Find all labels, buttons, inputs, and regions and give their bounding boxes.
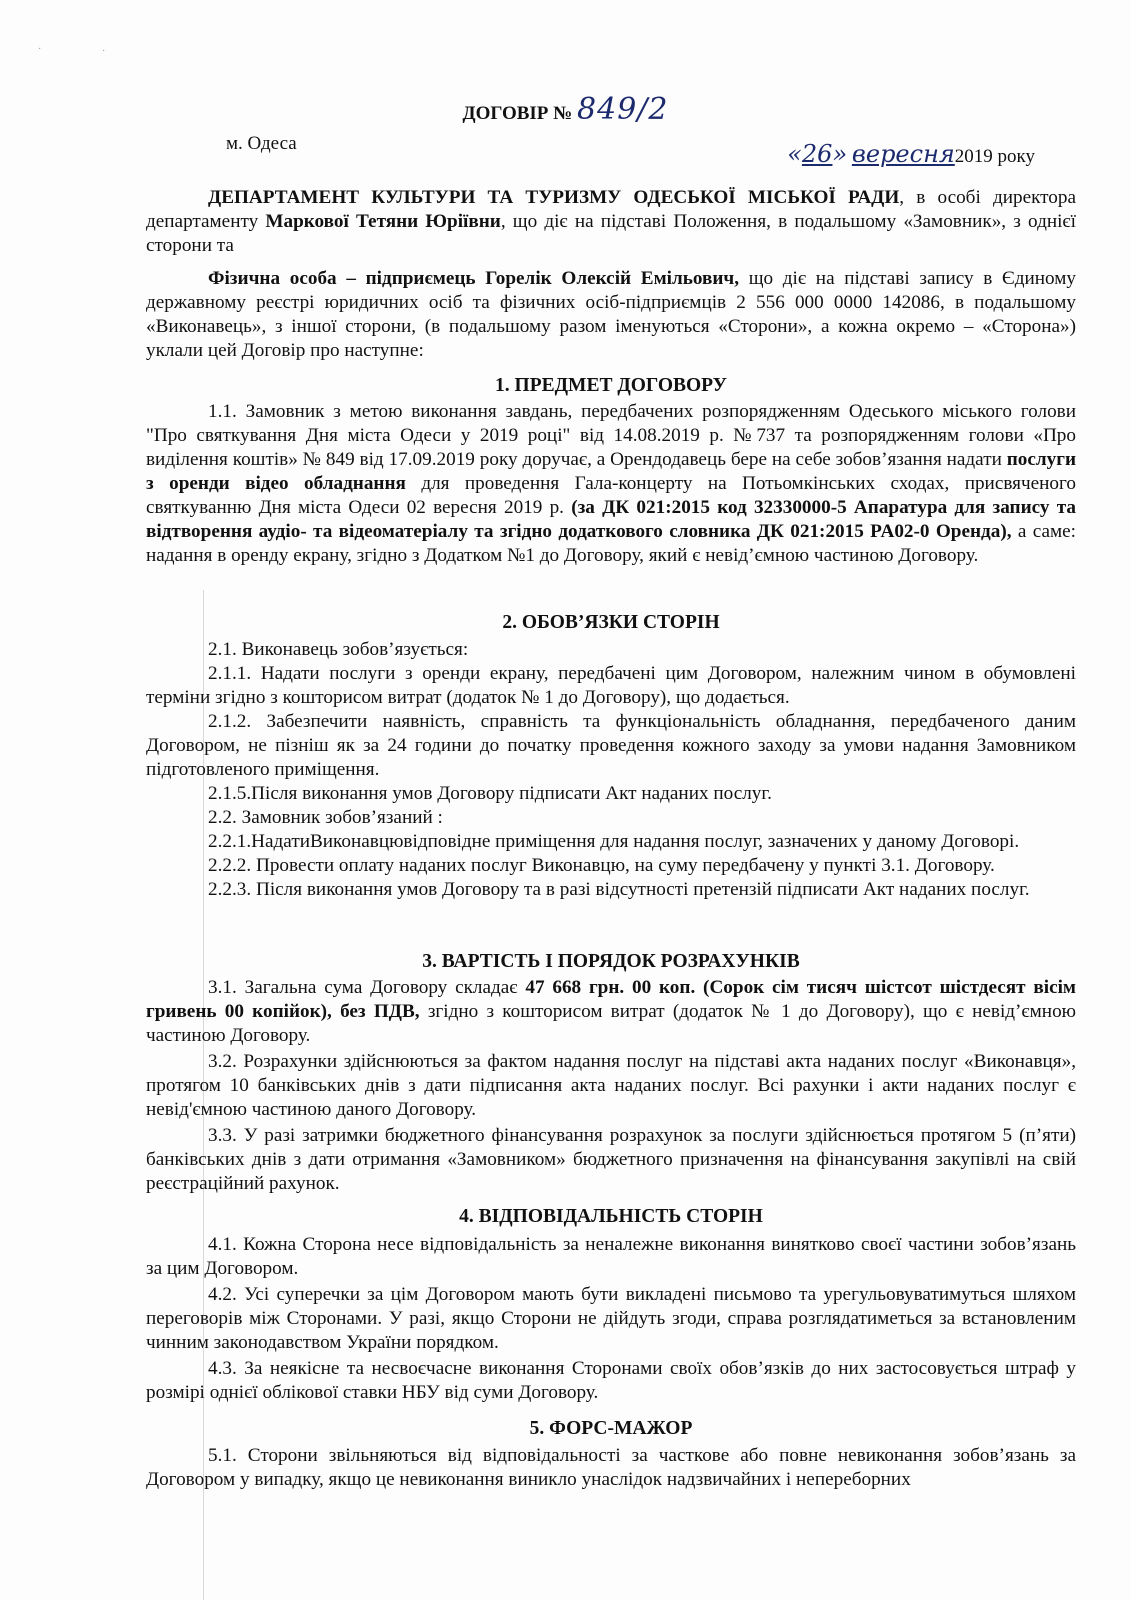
city: м. Одеса [226, 133, 297, 154]
section-4 [146, 1233, 1076, 1405]
handwritten-month: вересня [851, 140, 955, 168]
text-run: , що діє на підставі Положення, в подальшому «Замовник», з однієї сторони та [146, 211, 1076, 256]
customer-org: ДЕПАРТАМЕНТ КУЛЬТУРИ ТА ТУРИЗМУ ОДЕСЬКОЇ МІСЬКОЇ РАДИ [208, 187, 900, 208]
section-5 [146, 1444, 1076, 1492]
date-close-quote: » [832, 140, 848, 168]
clause-4-3: 4.3. За неякісне та несвоєчасне виконання Сторонами своїх обов’язків до них застосовується штраф у розмірі однієї облікової ставки НБУ від суми Договору. [146, 1358, 1076, 1403]
section-3 [146, 976, 1076, 1196]
contractor-name: Фізична особа – підприємець Горелік Олексій Емільович, [208, 268, 740, 289]
date-year: 2019 року [954, 146, 1035, 167]
section-1-heading: 1. ПРЕДМЕТ ДОГОВОРУ [495, 375, 727, 396]
contract-amount: 47 668 грн. 00 коп. (Сорок сім тисяч шістсот шістдесят вісім гривень 00 копійок), без ПДВ, [146, 977, 1076, 1022]
clause-2-2: 2.2. Замовник зобов’язаний : [208, 807, 443, 828]
clause-4-1: 4.1. Кожна Сторона несе відповідальність за неналежне виконання винятково своєї частини зобов’язань за цим Договором. [146, 1234, 1076, 1279]
scan-speck: · [102, 46, 106, 57]
clause-3-1 [146, 976, 1076, 1048]
contract-title [0, 92, 1131, 127]
clause-2-1-1: 2.1.1. Надати послуги з оренди екрану, передбачені цим Договором, належним чином в обумовлені терміни згідно з кошторисом витрат (додаток № 1 до Договору), що додається. [146, 663, 1076, 708]
handwritten-day: 26 [801, 140, 833, 168]
customer-director: Маркової Тетяни Юріївни [265, 211, 501, 232]
handwritten-contract-number: 849/2 [577, 92, 669, 127]
intro-section [146, 186, 1076, 363]
clause-2-1-5: 2.1.5.Після виконання умов Договору підписати Акт наданих послуг. [208, 783, 772, 804]
date-open-quote: « [787, 140, 802, 168]
text-run: згідно з кошторисом витрат (додаток № 1 до Договору), що є невід’ємною частиною Договору. [146, 1001, 1076, 1046]
clause-1-1 [146, 400, 1076, 568]
title-prefix: ДОГОВІР № [462, 103, 573, 124]
clause-2-2-3: 2.2.3. Після виконання умов Договору та в разі відсутності претензій підписати Акт наданих послуг. [208, 879, 1030, 900]
section-2-heading: 2. ОБОВ’ЯЗКИ СТОРІН [502, 612, 720, 633]
text-run: 3.1. Загальна сума Договору складає [208, 977, 526, 998]
clause-2-1: 2.1. Виконавець зобов’язується: [208, 639, 469, 660]
text-run: а саме: надання в оренду екрану, згідно з Додатком №1 до Договору, який є невід’ємною частиною Договору. [146, 521, 1076, 566]
party-contractor-paragraph [146, 267, 1076, 363]
clause-5-1: 5.1. Сторони звільняються від відповідальності за часткове або повне невиконання зобов’язань за Договором у випадку, якщо це невиконання виникло унаслідок надзвичайних і непереборних [146, 1445, 1076, 1490]
text-run: для проведення Гала-концерту на Потьомкінських сходах, присвяченого святкуванню Дня міста Одеси 02 вересня 2019 р. [146, 473, 1076, 518]
clause-2-1-2: 2.1.2. Забезпечити наявність, справність та функціональність обладнання, передбаченого даним Договором, не пізніш як за 24 години до початку проведення кожного заходу за умови надання Замовником підготовленого приміщення. [146, 711, 1076, 780]
contract-date [787, 140, 1035, 168]
clause-2-2-2: 2.2.2. Провести оплату наданих послуг Виконавцю, на суму передбачену у пункті 3.1. Договору. [208, 855, 995, 876]
clause-3-3: 3.3. У разі затримки бюджетного фінансування розрахунок за послуги здійснюється протягом 5 (п’яти) банківських днів з дати отримання «Замовником» бюджетного призначення на фінансування закупівлі на свій реєстраційний рахунок. [146, 1125, 1076, 1194]
section-4-heading: 4. ВІДПОВІДАЛЬНІСТЬ СТОРІН [459, 1206, 763, 1227]
clause-4-2: 4.2. Усі суперечки за цім Договором мають бути викладені письмово та урегульовуватимуться шляхом переговорів між Сторонами. У разі, якщо Сторони не дійдуть згоди, справа розглядатиметься за встановленим чинним законодавством України порядком. [146, 1284, 1076, 1353]
clause-2-2-1: 2.2.1.НадатиВиконавцювідповідне приміщення для надання послуг, зазначених у даному Договорі. [208, 831, 1020, 852]
section-2 [146, 638, 1076, 902]
party-customer-paragraph [146, 186, 1076, 258]
clause-3-2: 3.2. Розрахунки здійснюються за фактом надання послуг на підставі акта наданих послуг «Виконавця», протягом 10 банківських днів з дати підписання акта наданих послуг. Всі рахунки і акти наданих послуг є невід'ємною частиною даного Договору. [146, 1051, 1076, 1120]
text-bold-run: (за ДК 021:2015 код 32330000-5 Апаратура для запису та відтворення аудіо- та відеоматеріалу та згідно додаткового словника ДК 021:2015 PA02-0 Оренда), [146, 497, 1076, 542]
scan-speck: · [38, 44, 42, 55]
section-3-heading: 3. ВАРТІСТЬ І ПОРЯДОК РОЗРАХУНКІВ [422, 951, 800, 972]
text-run: 1.1. Замовник з метою виконання завдань, передбачених розпорядженням Одеського міського голови "Про святкування Дня міста Одеси у 2019 році" від 14.08.2019 р. №737 та розпорядженням голови «Про виділення коштів» № 849 від 17.09.2019 року доручає, а Орендодавець бере на себе зобов’язання надати [146, 401, 1076, 470]
section-5-heading: 5. ФОРС-МАЖОР [529, 1418, 693, 1439]
text-bold-run: послуги з оренди відео обладнання [146, 449, 1076, 494]
section-1 [146, 400, 1076, 568]
text-run: , в особі директора департаменту [146, 187, 1076, 232]
text-run: що діє на підставі запису в Єдиному державному реєстрі юридичних осіб та фізичних осіб-підприємців 2 556 000 0000 142086, в подальшому «Виконавець», з іншої сторони, (в подальшому разом іменуються «Сторони», а кожна окремо – «Сторона») уклали цей Договір про наступне: [146, 268, 1076, 361]
